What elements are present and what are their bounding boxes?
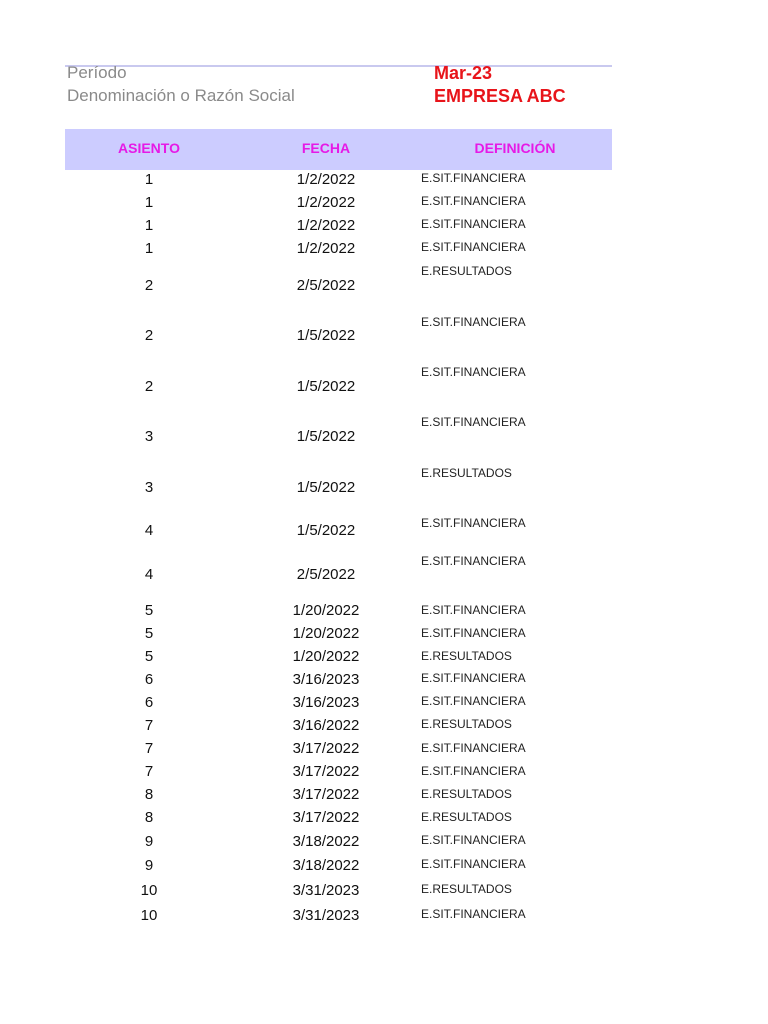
cell-asiento: 6 [144,671,154,688]
cell-asiento: 2 [144,327,154,344]
cell-asiento: 1 [144,240,154,257]
cell-fecha: 1/2/2022 [296,194,356,211]
cell-fecha: 3/16/2023 [292,694,360,711]
cell-fecha: 1/20/2022 [292,602,360,619]
cell-definicion: E.RESULTADOS [421,882,512,896]
cell-fecha: 1/5/2022 [296,327,356,344]
cell-definicion: E.SIT.FINANCIERA [421,240,526,254]
cell-asiento: 2 [144,378,154,395]
cell-definicion: E.SIT.FINANCIERA [421,365,526,379]
company-label: Denominación o Razón Social [67,86,295,105]
cell-fecha: 1/2/2022 [296,240,356,257]
cell-fecha: 3/31/2023 [292,882,360,899]
cell-fecha: 1/2/2022 [296,217,356,234]
column-header-fecha: FECHA [301,140,351,156]
cell-fecha: 1/20/2022 [292,625,360,642]
cell-definicion: E.RESULTADOS [421,466,512,480]
cell-asiento: 7 [144,763,154,780]
cell-asiento: 1 [144,171,154,188]
cell-asiento: 6 [144,694,154,711]
cell-fecha: 3/16/2023 [292,671,360,688]
cell-fecha: 2/5/2022 [296,277,356,294]
cell-asiento: 9 [144,833,154,850]
cell-fecha: 1/5/2022 [296,428,356,445]
cell-fecha: 3/31/2023 [292,907,360,924]
cell-asiento: 7 [144,740,154,757]
cell-definicion: E.SIT.FINANCIERA [421,171,526,185]
cell-asiento: 10 [140,907,158,924]
cell-fecha: 3/17/2022 [292,763,360,780]
cell-fecha: 1/5/2022 [296,378,356,395]
cell-fecha: 3/17/2022 [292,809,360,826]
cell-definicion: E.RESULTADOS [421,649,512,663]
period-value: Mar-23 [434,63,493,83]
cell-fecha: 3/16/2022 [292,717,360,734]
cell-definicion: E.RESULTADOS [421,787,512,801]
cell-asiento: 9 [144,857,154,874]
cell-asiento: 10 [140,882,158,899]
cell-definicion: E.RESULTADOS [421,264,512,278]
cell-asiento: 1 [144,194,154,211]
cell-asiento: 3 [144,428,154,445]
cell-fecha: 3/18/2022 [292,857,360,874]
cell-asiento: 7 [144,717,154,734]
period-label: Período [67,63,127,82]
cell-fecha: 1/20/2022 [292,648,360,665]
cell-definicion: E.SIT.FINANCIERA [421,764,526,778]
column-header-asiento: ASIENTO [118,140,180,156]
cell-fecha: 1/5/2022 [296,479,356,496]
cell-definicion: E.SIT.FINANCIERA [421,415,526,429]
cell-asiento: 2 [144,277,154,294]
cell-definicion: E.SIT.FINANCIERA [421,554,526,568]
cell-definicion: E.SIT.FINANCIERA [421,694,526,708]
cell-fecha: 1/5/2022 [296,522,356,539]
cell-fecha: 3/18/2022 [292,833,360,850]
cell-asiento: 4 [144,566,154,583]
table-header [65,129,612,170]
cell-definicion: E.SIT.FINANCIERA [421,626,526,640]
column-header-definicion: DEFINICIÓN [474,140,556,156]
cell-fecha: 2/5/2022 [296,566,356,583]
cell-definicion: E.SIT.FINANCIERA [421,315,526,329]
cell-definicion: E.SIT.FINANCIERA [421,194,526,208]
cell-asiento: 8 [144,809,154,826]
cell-definicion: E.SIT.FINANCIERA [421,217,526,231]
cell-asiento: 3 [144,479,154,496]
cell-definicion: E.SIT.FINANCIERA [421,833,526,847]
cell-definicion: E.SIT.FINANCIERA [421,857,526,871]
top-border-line [65,65,612,67]
cell-definicion: E.RESULTADOS [421,810,512,824]
cell-asiento: 5 [144,625,154,642]
cell-definicion: E.SIT.FINANCIERA [421,907,526,921]
cell-asiento: 4 [144,522,154,539]
cell-asiento: 5 [144,648,154,665]
cell-asiento: 5 [144,602,154,619]
cell-asiento: 8 [144,786,154,803]
cell-fecha: 3/17/2022 [292,740,360,757]
company-value: EMPRESA ABC [434,86,566,106]
cell-asiento: 1 [144,217,154,234]
cell-fecha: 3/17/2022 [292,786,360,803]
cell-definicion: E.SIT.FINANCIERA [421,741,526,755]
cell-definicion: E.SIT.FINANCIERA [421,516,526,530]
cell-definicion: E.SIT.FINANCIERA [421,671,526,685]
cell-fecha: 1/2/2022 [296,171,356,188]
cell-definicion: E.RESULTADOS [421,717,512,731]
cell-definicion: E.SIT.FINANCIERA [421,603,526,617]
